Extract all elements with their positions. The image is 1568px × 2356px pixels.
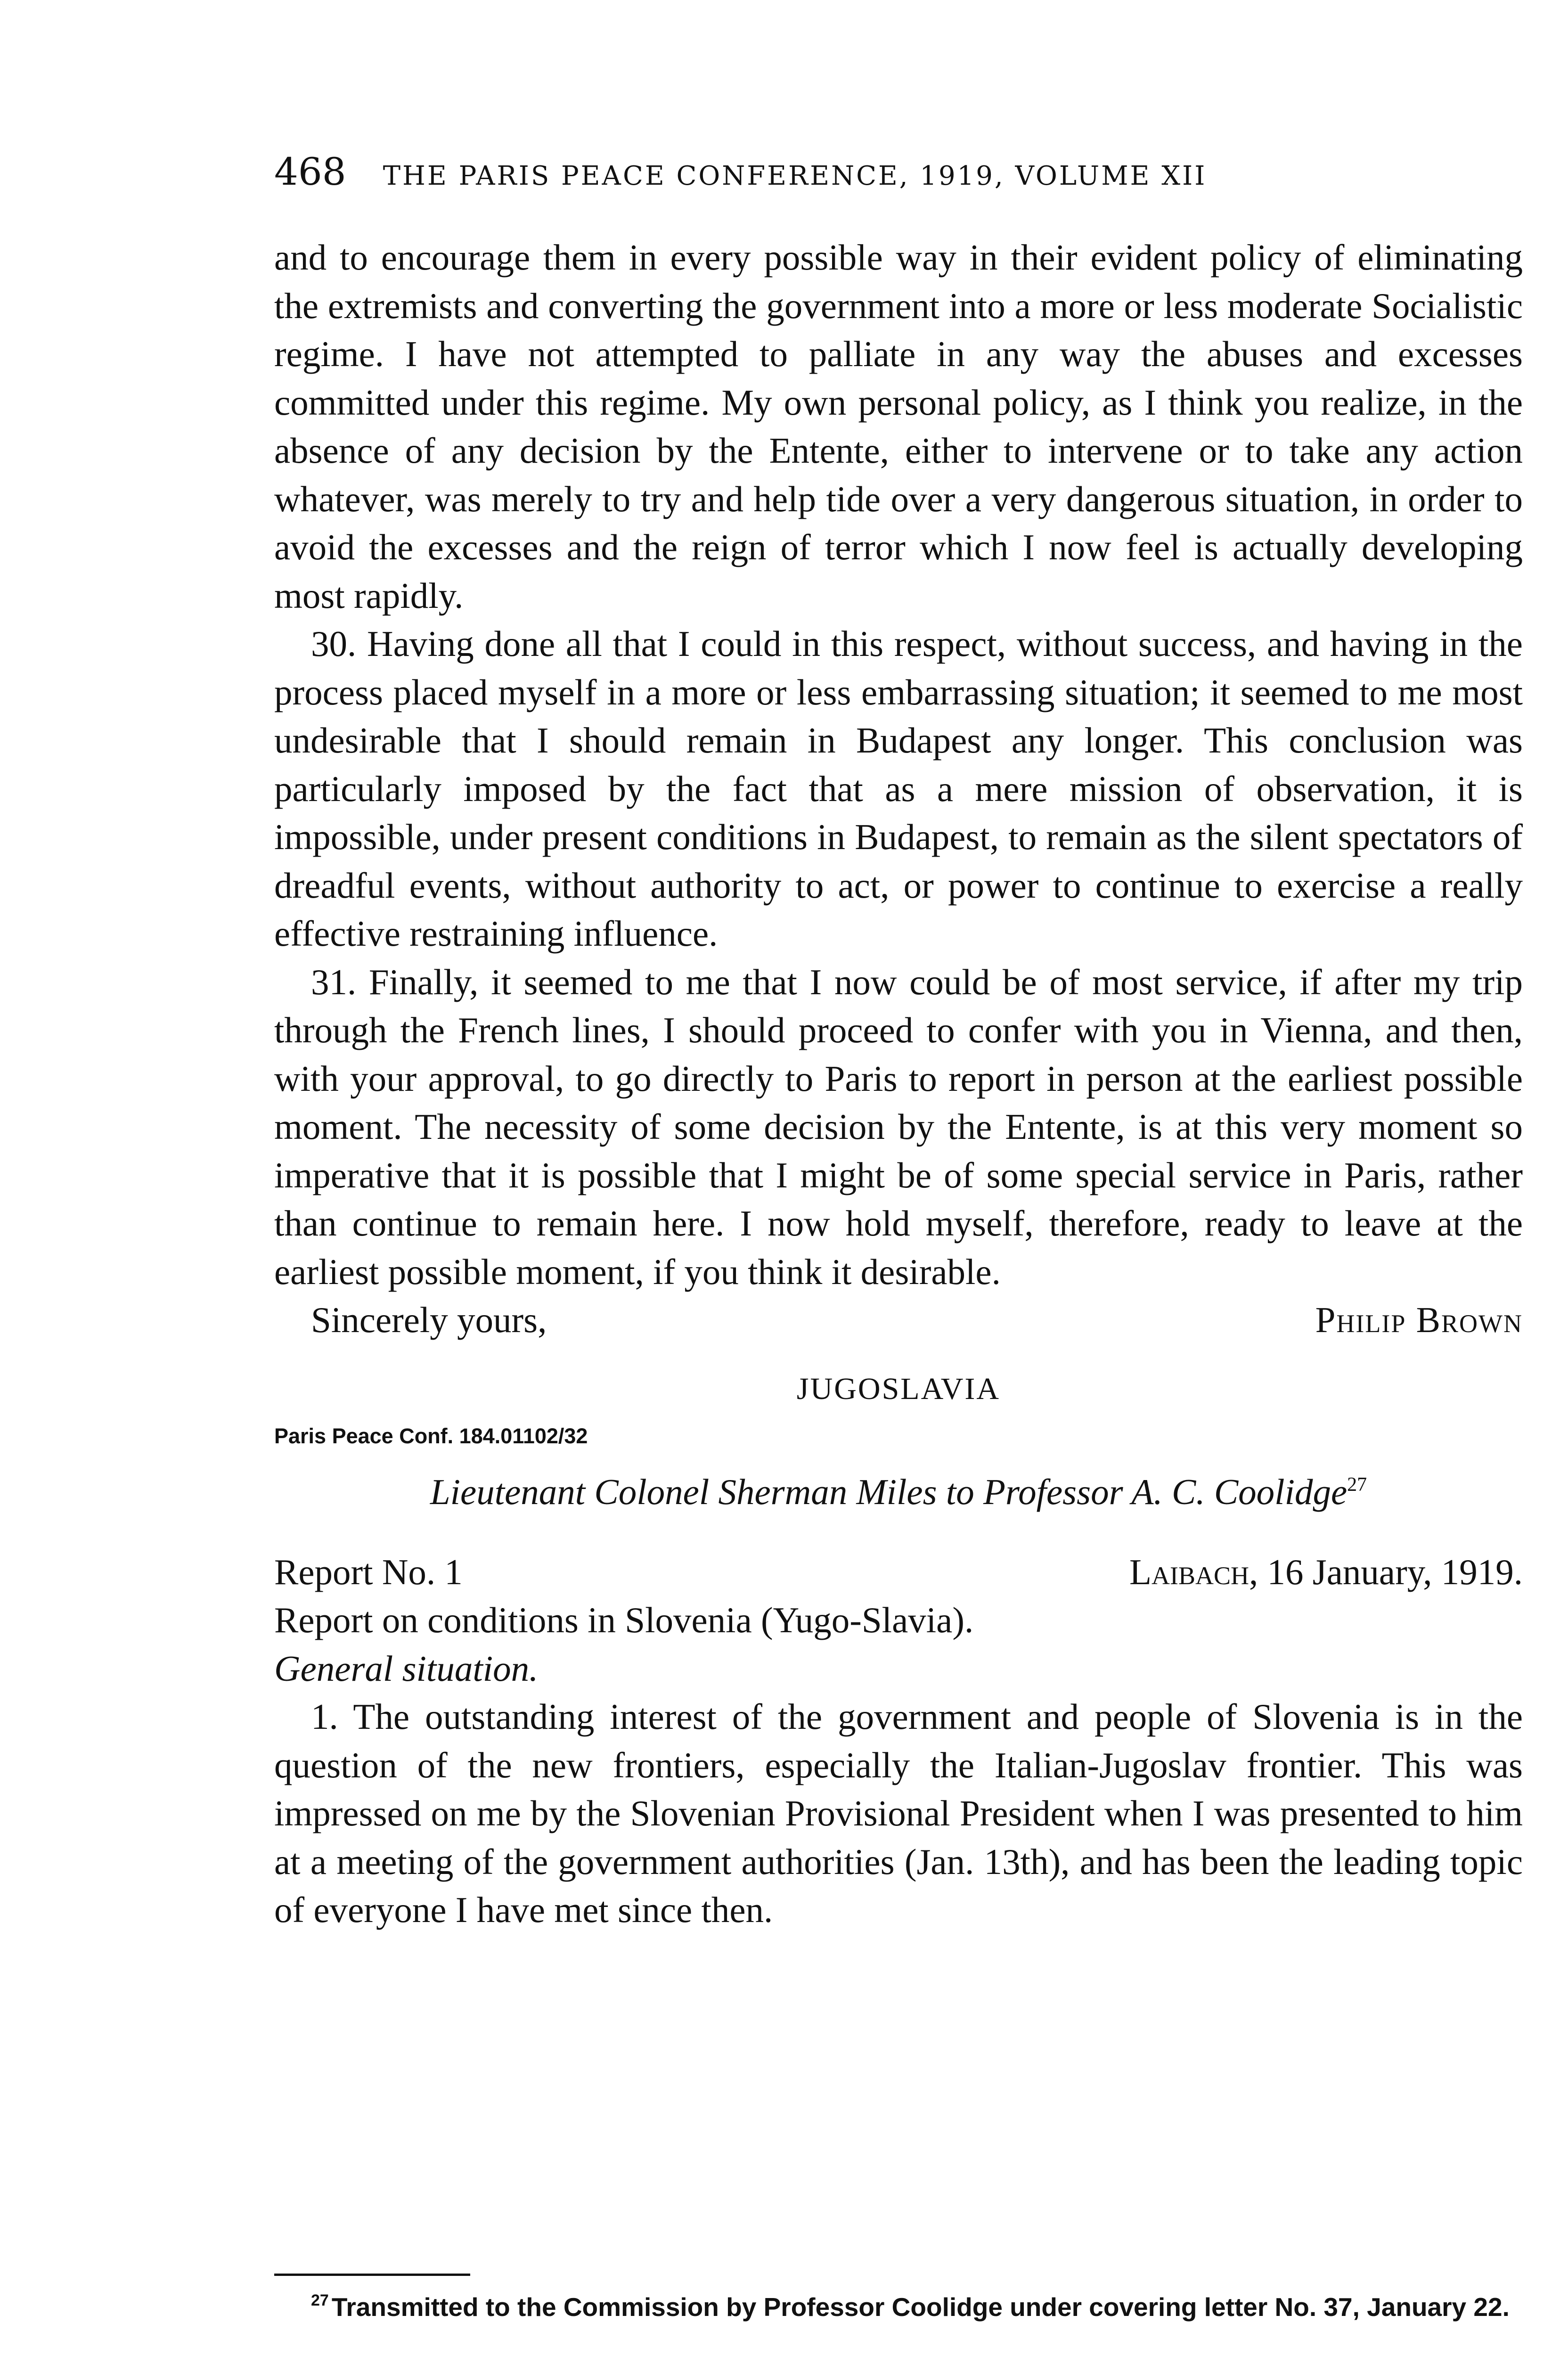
footnote-text: Transmitted to the Commission by Professor Coolidge under covering letter No. 37, January 22. [331,2292,1510,2322]
report-date: 16 January, 1919. [1258,1551,1523,1592]
report-line [274,1548,1523,1596]
letter-closing [274,1296,1523,1344]
running-head [274,150,1523,194]
footnote [274,2291,1523,2323]
page-number: 468 [274,150,346,194]
letter-paragraph-30: 30. Having done all that I could in this respect, without success, and having in the process placed myself in a more or less embarrassing situation; it seemed to me most undesirable that I should remain in Budapest any longer. This conclusion was particularly imposed by the fact that as a mere mission of observation, it is impossible, under present conditions in Budapest, to remain as the silent spectators of dreadful events, without authority to act, or power to continue to exercise a really effective restraining influence. [274,623,1523,954]
report-paragraph-1: 1. The outstanding interest of the government and people of Slovenia is in the question of the new frontiers, especially the Italian-Jugoslav frontier. This was impressed on me by the Slovenian Provisional President when I was presented to him at a meeting of the government authorities (Jan. 13th), and has been the leading topic of everyone I have met since then. [274,1696,1523,1930]
footnote-marker: 27 [311,2291,329,2309]
letter-paragraph-continuation: and to encourage them in every possible way in their evident policy of eliminating the extremists and converting the government into a more or less moderate Socialistic regime. I have not attempted to palliate in any way the abuses and excesses committed under this regime. My own personal policy, as I think you realize, in the absence of any decision by the Entente, either to intervene or to take any action whatever, was merely to try and help tide over a very dangerous situation, in order to avoid the excesses and the reign of terror which I now feel is actually developing most rapidly. [274,237,1523,616]
report-place: Laibach, [1129,1551,1258,1592]
document-heading-text: Lieutenant Colonel Sherman Miles to Professor A. C. Coolidge [430,1471,1348,1512]
running-title: THE PARIS PEACE CONFERENCE, 1919, VOLUME XII [383,161,1207,191]
heading-footnote-marker: 27 [1347,1473,1367,1496]
letter-paragraph-31: 31. Finally, it seemed to me that I now could be of most service, if after my trip through the French lines, I should proceed to confer with you in Vienna, and then, with your approval, to go directly to Paris to report in person at the earliest possible moment. The necessity of some decision by the Entente, is at this very moment so imperative that it is possible that I might be of some special service in Paris, rather than continue to remain here. I now hold myself, therefore, ready to leave at the earliest possible moment, if you think it desirable. [274,961,1523,1292]
signature: Philip Brown [1315,1300,1523,1340]
report-number: Report No. 1 [274,1551,463,1592]
report-subject: Report on conditions in Slovenia (Yugo-Slavia). [274,1600,974,1640]
body-text [274,233,1523,1934]
section-title: JUGOSLAVIA [796,1371,1001,1406]
footnote-rule [274,2274,470,2276]
report-subheading: General situation. [274,1648,539,1689]
salutation: Sincerely yours, [311,1300,547,1340]
report-dateline [1129,1548,1523,1596]
file-reference: Paris Peace Conf. 184.01102/32 [274,1423,588,1448]
document-heading [274,1468,1523,1548]
